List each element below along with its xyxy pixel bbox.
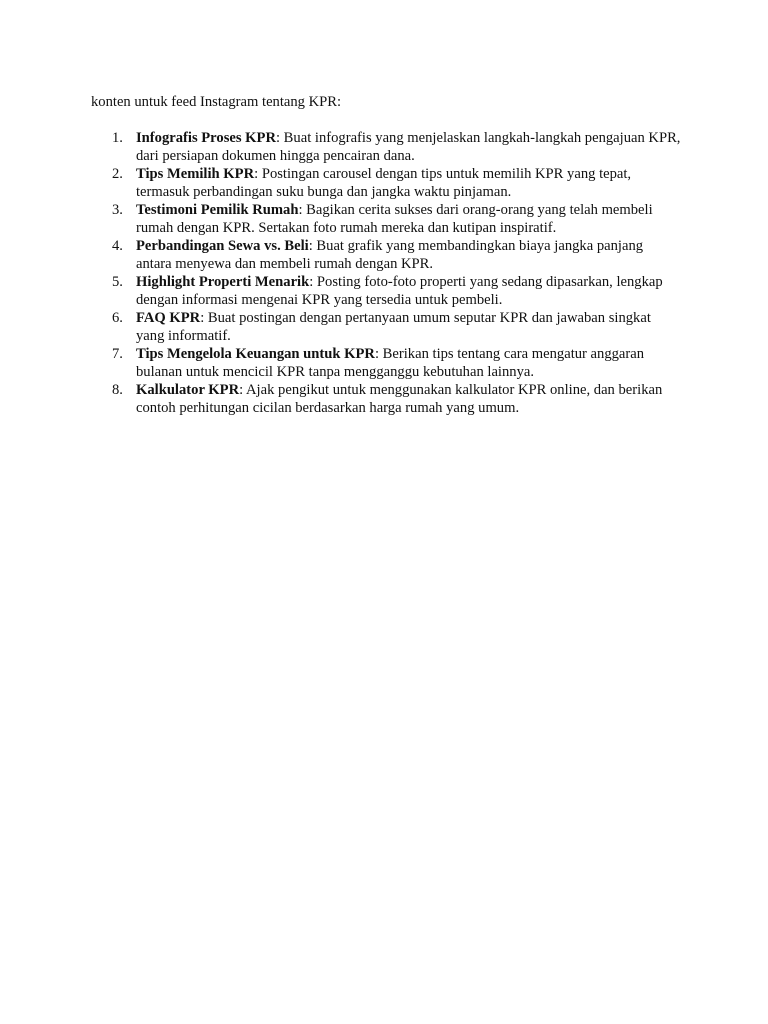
list-number: 1. (112, 130, 123, 146)
list-item (91, 165, 681, 201)
list-number: 2. (112, 166, 123, 182)
item-description: : Ajak pengikut untuk menggunakan kalkulator KPR online, dan berikan contoh perhitungan cicilan berdasarkan harga rumah yang umum. (136, 382, 663, 416)
item-title: Highlight Properti Menarik (136, 274, 310, 290)
list-item (91, 309, 681, 345)
item-title: Infografis Proses KPR (136, 130, 276, 146)
item-description: : Postingan carousel dengan tips untuk memilih KPR yang tepat, termasuk perbandingan suku bunga dan jangka waktu pinjaman. (136, 166, 632, 200)
item-title: Kalkulator KPR (136, 382, 240, 398)
list-item (91, 201, 681, 237)
list-number: 4. (112, 238, 123, 254)
item-title: Tips Memilih KPR (136, 166, 255, 182)
list-number: 7. (112, 346, 123, 362)
item-description: : Buat postingan dengan pertanyaan umum seputar KPR dan jawaban singkat yang informatif. (136, 310, 651, 344)
item-title: FAQ KPR (136, 310, 201, 326)
item-description: : Bagikan cerita sukses dari orang-orang yang telah membeli rumah dengan KPR. Sertakan foto rumah mereka dan kutipan inspiratif. (136, 202, 653, 236)
list-item (91, 237, 681, 273)
item-description: : Posting foto-foto properti yang sedang dipasarkan, lengkap dengan informasi mengenai KPR yang tersedia untuk pembeli. (136, 274, 663, 308)
item-description: : Berikan tips tentang cara mengatur anggaran bulanan untuk mencicil KPR tanpa mengganggu kebutuhan lainnya. (136, 346, 645, 380)
item-title: Tips Mengelola Keuangan untuk KPR (136, 346, 375, 362)
item-title: Testimoni Pemilik Rumah (136, 202, 299, 218)
document-body (91, 93, 681, 417)
list-item (91, 129, 681, 165)
list-item (91, 381, 681, 417)
list-number: 3. (112, 202, 123, 218)
list-item (91, 345, 681, 381)
list-number: 5. (112, 274, 123, 290)
list-number: 6. (112, 310, 123, 326)
content-ideas-list (91, 129, 681, 417)
list-item (91, 273, 681, 309)
item-description: : Buat infografis yang menjelaskan langkah-langkah pengajuan KPR, dari persiapan dokumen hingga pencairan dana. (136, 130, 681, 164)
item-title: Perbandingan Sewa vs. Beli (136, 238, 309, 254)
intro-text: konten untuk feed Instagram tentang KPR: (91, 94, 342, 110)
item-description: : Buat grafik yang membandingkan biaya jangka panjang antara menyewa dan membeli rumah dengan KPR. (136, 238, 644, 272)
list-number: 8. (112, 382, 123, 398)
